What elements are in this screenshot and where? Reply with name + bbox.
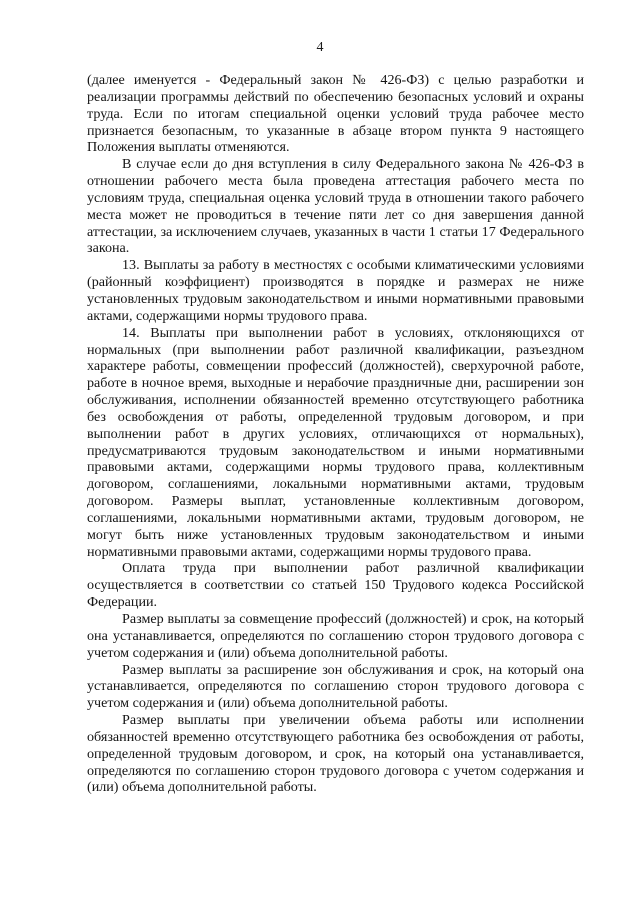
page-number: 4: [316, 40, 324, 55]
paragraph-workload-pay: Размер выплаты при увеличении объема работы или исполнении обязанностей временно отсутствующего работника без освобождения от работы, определенной трудовым договором, и срок, на который она устанавливается, определяются по соглашению сторон трудового договора с учетом содержания и (или) объема дополнительной работы.: [87, 712, 584, 796]
paragraph-item-14: 14. Выплаты при выполнении работ в условиях, отклоняющихся от нормальных (при выполнении работ различной квалификации, разъездном характере работы, совмещении профессий (должностей), сверхурочной работе, работе в ночное время, выходные и нерабочие праздничные дни, расширении зон обслуживания, исполнении обязанностей временно отсутствующего работника без освобождения от работы, определенной трудовым договором, и при выполнении работ в других условиях, отличающихся от нормальных), предусматриваются трудовым законодательством и иными нормативными правовыми актами, содержащими нормы трудового права, коллективным договором, соглашениями, локальными нормативными актами, трудовым договором. Размеры выплат, установленные коллективным договором, соглашениями, локальными нормативными актами, трудовым договором, не могут быть ниже установленных трудовым законодательством и иными нормативными правовыми актами, содержащими нормы трудового права.: [87, 324, 584, 560]
paragraph-continuation: (далее именуется - Федеральный закон № 426-ФЗ) с целью разработки и реализации программы действий по обеспечению безопасных условий и охраны труда. Если по итогам специальной оценки условий труда рабочее место признается безопасным, то указанные в абзаце втором пункта 9 настоящего Положения выплаты отменяются.: [87, 72, 584, 156]
paragraph-item-13: 13. Выплаты за работу в местностях с особыми климатическими условиями (районный коэффициент) производятся в порядке и размерах не ниже установленных трудовым законодательством и иными нормативными правовыми актами, содержащими нормы трудового права.: [87, 257, 584, 324]
paragraph-qualification-pay: Оплата труда при выполнении работ различной квалификации осуществляется в соответствии со статьей 150 Трудового кодекса Российской Федерации.: [87, 560, 584, 611]
paragraph-service-zone-pay: Размер выплаты за расширение зон обслуживания и срок, на который она устанавливается, определяются по соглашению сторон трудового договора с учетом содержания и (или) объема дополнительной работы.: [87, 661, 584, 712]
paragraph-combination-pay: Размер выплаты за совмещение профессий (должностей) и срок, на который она устанавливается, определяются по соглашению сторон трудового договора с учетом содержания и (или) объема дополнительной работы.: [87, 611, 584, 661]
paragraph-attestation: В случае если до дня вступления в силу Федерального закона № 426-ФЗ в отношении рабочего места была проведена аттестация рабочего места по условиям труда, специальная оценка условий труда в отношении такого рабочего места может не проводиться в течение пяти лет со дня завершения данной аттестации, за исключением случаев, указанных в части 1 статьи 17 Федерального закона.: [87, 156, 584, 257]
document-body: [87, 72, 584, 796]
